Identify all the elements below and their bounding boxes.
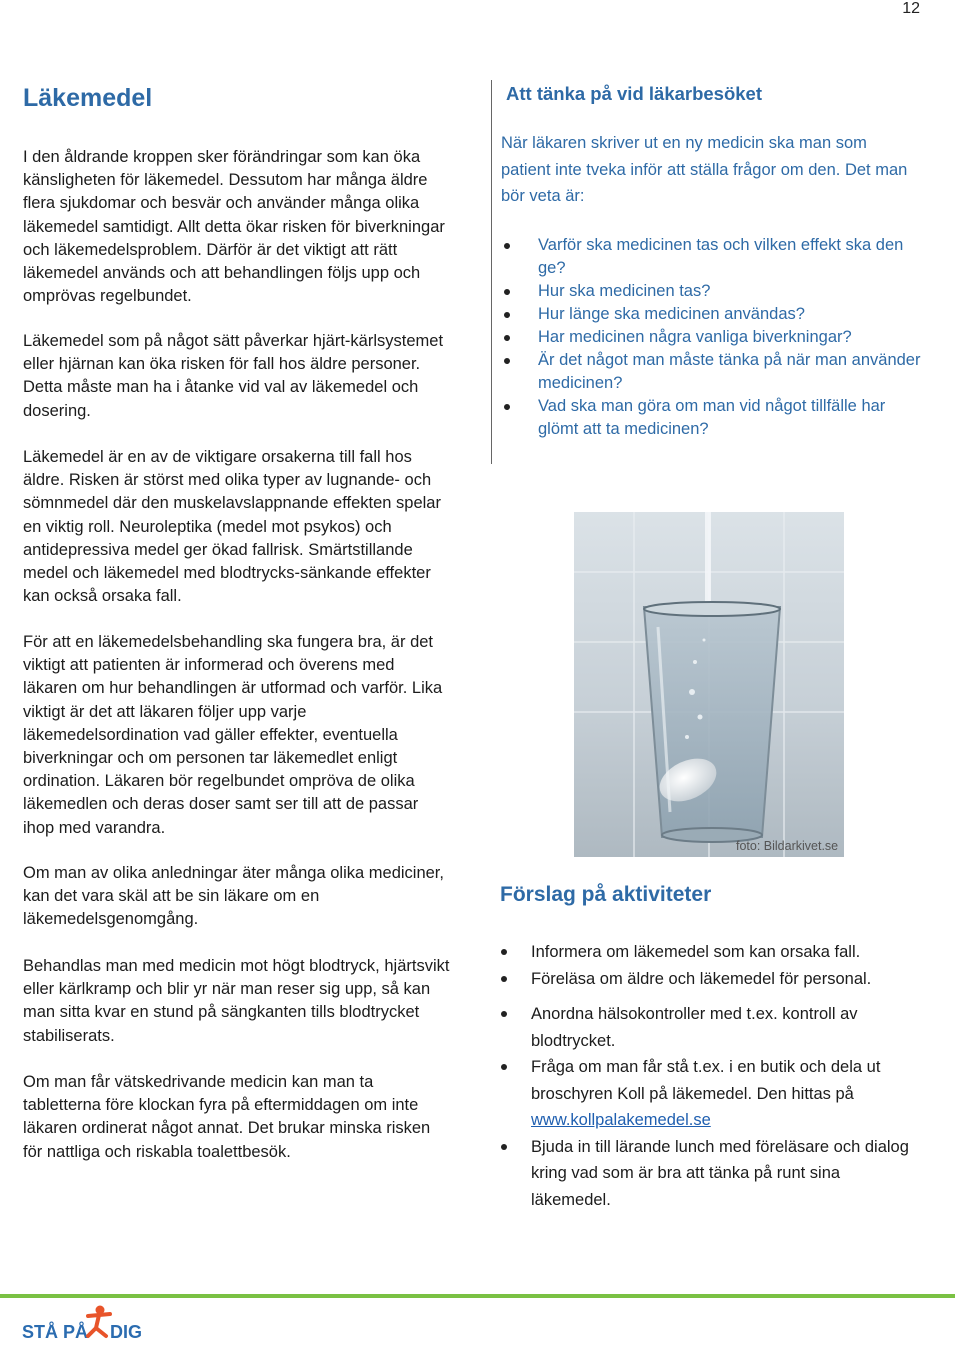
activity-item: Informera om läkemedel som kan orsaka fall. — [500, 939, 920, 966]
doctor-visit-sidebar — [491, 80, 922, 464]
activities-list-continued — [500, 1001, 920, 1213]
question-item: Är det något man måste tänka på när man använder medicinen? — [501, 349, 921, 395]
activity-item: Anordna hälsokontroller med t.ex. kontroll av blodtrycket. — [500, 1001, 920, 1054]
footer-line — [0, 1294, 955, 1298]
page-title: Läkemedel — [23, 84, 153, 112]
activity-item: Föreläsa om äldre och läkemedel för personal. — [500, 966, 920, 993]
paragraph-review: Om man av olika anledningar äter många olika mediciner, kan det vara skäl att be sin läkare om en läkemedelsgenomgång. — [23, 864, 444, 929]
question-list — [501, 234, 921, 441]
sidebar-intro: När läkaren skriver ut en ny medicin ska man som patient inte tveka inför att ställa frågor om den. Det man bör veta är: — [501, 134, 908, 205]
svg-text:DIG: DIG — [110, 1322, 143, 1340]
svg-text:STÅ PÅ: STÅ PÅ — [22, 1322, 89, 1340]
photo-credit: foto: Bildarkivet.se — [736, 839, 839, 853]
paragraph-blood-pressure: Behandlas man med medicin mot högt blodtryck, hjärtsvikt eller kärlkramp och blir yr när man reser sig upp, så kan man sitta kvar en stund på sängkanten tills blodtrycket stabiliserats. — [23, 957, 450, 1045]
sidebar-title: Att tänka på vid läkarbesöket — [506, 83, 763, 104]
activities-title: Förslag på aktiviteter — [500, 883, 712, 906]
water-glass-image — [574, 512, 844, 857]
kollpalakemedel-link[interactable]: www.kollpalakemedel.se — [531, 1111, 711, 1129]
logo-image — [22, 1302, 144, 1340]
activity-item: Bjuda in till lärande lunch med föreläsare och dialog kring vad som är bra att tänka på runt sina läkemedel. — [500, 1134, 920, 1214]
page-number: 12 — [902, 0, 920, 17]
question-item: Har medicinen några vanliga biverkningar? — [501, 326, 921, 349]
question-item: Varför ska medicinen tas och vilken effekt ska den ge? — [501, 234, 921, 280]
water-glass-photo — [574, 512, 844, 857]
paragraph-diuretics: Om man får vätskedrivande medicin kan man ta tabletterna före klockan fyra på eftermiddagen om inte läkaren ordinerat något annat. Det brukar minska risken för nattliga och riskabla toalettbesök. — [23, 1073, 431, 1161]
paragraph-treatment: För att en läkemedelsbehandling ska fungera bra, är det viktigt att patienten är informerad och överens med läkaren om hur behandlingen är utformad och varför. Lika viktigt är det att läkaren följer upp varje läkemedelsordination vad gäller effekter, eventuella biverkningar och om personen tar läkemedlet enligt ordination. Läkaren bör regelbundet ompröva de olika läkemedlen och deras doser samt ser till att de passar ihop med varandra. — [23, 633, 443, 837]
paragraph-heart-brain: Läkemedel som på något sätt påverkar hjärt-kärlsystemet eller hjärnan kan öka risken för fall hos äldre personer. Detta måste man ha i åtanke vid val av läkemedel och dosering. — [23, 332, 444, 420]
paragraph-fall-causes: Läkemedel är en av de viktigare orsakerna till fall hos äldre. Risken är störst med olika typer av lugnande- och sömnmedel där den muskelavslappnande effekten spelar en viktig roll. Neuroleptika (medel mot psykos) och antidepressiva medel ger ökad fallrisk. Smärtstillande medel och läkemedel med blodtrycks-sänkande effekter kan också orsaka fall. — [23, 448, 441, 606]
activity-item-text: Fråga om man får stå t.ex. i en butik och dela ut broschyren Koll på läkemedel. Den hittas på — [531, 1058, 881, 1103]
paragraph-intro: I den åldrande kroppen sker förändringar som kan öka känsligheten för läkemedel. Dessutom har många äldre flera sjukdomar och besvär och använder många olika läkemedel samtidigt. Allt detta ökar risken för biverkningar och läkemedelsproblem. Därför är det viktigt att rätt läkemedel används och att behandlingen följs upp och omprövas regelbundet. — [23, 148, 445, 306]
sta-pa-dig-logo — [22, 1302, 144, 1340]
question-item: Hur länge ska medicinen användas? — [501, 303, 921, 326]
question-item: Hur ska medicinen tas? — [501, 280, 921, 303]
activity-item — [500, 1054, 920, 1134]
activities-list — [500, 939, 920, 992]
question-item: Vad ska man göra om man vid något tillfälle har glömt att ta medicinen? — [501, 395, 921, 441]
